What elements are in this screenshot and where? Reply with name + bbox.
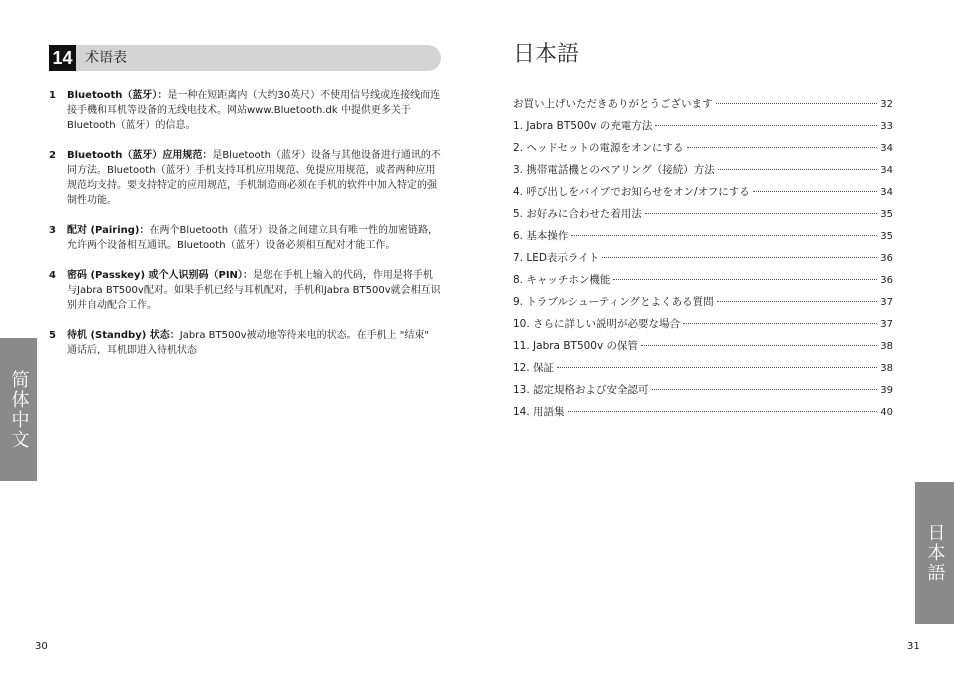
glossary-definition: 是一种在短距离内（大约30英尺）不使用信号线或连接线而连接手機和耳机等设备的无线电技术。网站www.Bluetooth.dk 中提供更多关于Bluetooth（蓝牙）的信息。 (67, 90, 441, 131)
toc-leader-dots (557, 367, 877, 368)
toc-leader-dots (655, 125, 877, 126)
toc-entry-page: 32 (880, 99, 893, 110)
toc-entry (513, 184, 893, 206)
toc-entry (513, 316, 893, 338)
toc-leader-dots (717, 301, 878, 302)
glossary-definition: 在两个Bluetooth（蓝牙）设备之间建立具有唯一性的加密链路，允许两个设备相互通讯。Bluetooth（蓝牙）设备必须相互配对才能工作。 (67, 225, 439, 251)
language-tab-japanese (915, 482, 954, 624)
glossary-item (49, 223, 441, 253)
toc-entry-page: 37 (880, 319, 893, 330)
toc-entry-page: 40 (880, 407, 893, 418)
toc-leader-dots (683, 323, 877, 324)
toc-entry (513, 360, 893, 382)
page-title: 日本語 (513, 42, 580, 67)
toc-entry (513, 294, 893, 316)
toc-leader-dots (613, 279, 877, 280)
right-page (477, 0, 954, 687)
toc-entry (513, 382, 893, 404)
toc-entry-label: 14. 用語集 (513, 406, 565, 418)
section-title: 术语表 (85, 50, 127, 66)
toc-entry-label: 11. Jabra BT500v の保管 (513, 340, 639, 352)
toc-entry (513, 250, 893, 272)
toc-entry-label: 6. 基本操作 (513, 230, 569, 242)
glossary-item (49, 88, 441, 133)
toc-leader-dots (652, 389, 878, 390)
glossary-term: Bluetooth（蓝牙）： (67, 90, 168, 101)
section-header (49, 45, 441, 71)
glossary-term: 配对 (Pairing)： (67, 225, 150, 236)
glossary-item-number: 1 (49, 90, 56, 101)
toc-entry-page: 38 (880, 363, 893, 374)
toc-entry-label: 3. 携帯電話機とのペアリング（接続）方法 (513, 164, 715, 176)
glossary-item-number: 3 (49, 225, 56, 236)
glossary-definition: 是您在手机上输入的代码，作用是将手机与Jabra BT500v配对。如果手机已经与耳机配对，手机和Jabra BT500v就会相互识别并自动配合工作。 (67, 270, 441, 311)
glossary-definition: 是Bluetooth（蓝牙）设备与其他设备进行通讯的不同方法。Bluetooth（蓝牙）手机支持耳机应用规范、免提应用规范，或者两种应用规范均支持。要支持特定的应用规范，手机制造商必须在手机的软件中加入特定的强制性功能。 (67, 150, 441, 206)
table-of-contents (513, 96, 893, 426)
toc-entry-label: お買い上げいただきありがとうございます (513, 98, 713, 110)
glossary-definition: Jabra BT500v被动地等待来电的状态。在手机上 "结束" 通话后，耳机即进入待机状态 (67, 330, 429, 356)
glossary-item-number: 5 (49, 330, 56, 341)
toc-leader-dots (602, 257, 877, 258)
toc-entry-page: 36 (880, 253, 893, 264)
toc-entry-label: 9. トラブルシューティングとよくある質問 (513, 296, 714, 308)
glossary-term: 待机 (Standby) 状态： (67, 330, 180, 341)
page-number: 31 (907, 641, 920, 652)
language-tab-label: 日本語 (924, 523, 946, 583)
toc-entry-label: 13. 認定規格および安全認可 (513, 384, 649, 396)
toc-entry-label: 7. LED表示ライト (513, 252, 600, 264)
language-tab-chinese (0, 338, 37, 481)
toc-entry-page: 38 (880, 341, 893, 352)
toc-leader-dots (571, 235, 877, 236)
toc-entry-label: 2. ヘッドセットの電源をオンにする (513, 142, 684, 154)
toc-entry (513, 118, 893, 140)
toc-entry-label: 12. 保証 (513, 362, 555, 374)
toc-leader-dots (687, 147, 878, 148)
toc-entry (513, 206, 893, 228)
toc-leader-dots (716, 103, 878, 104)
toc-leader-dots (718, 169, 878, 170)
toc-entry-page: 33 (880, 121, 893, 132)
toc-entry-label: 1. Jabra BT500v の充電方法 (513, 120, 653, 132)
section-number: 14 (49, 45, 76, 71)
glossary-item (49, 148, 441, 208)
glossary-item-number: 4 (49, 270, 56, 281)
glossary-term: 密码 (Passkey) 或个人识别码（PIN）： (67, 270, 253, 281)
page-number: 30 (35, 641, 48, 652)
toc-entry-page: 35 (880, 209, 893, 220)
toc-entry-page: 35 (880, 231, 893, 242)
glossary-list (49, 88, 441, 373)
glossary-item-number: 2 (49, 150, 56, 161)
toc-leader-dots (641, 345, 877, 346)
toc-entry-label: 8. キャッチホン機能 (513, 274, 611, 286)
toc-entry-label: 4. 呼び出しをバイブでお知らせをオン/オフにする (513, 186, 750, 198)
glossary-term: Bluetooth（蓝牙）应用规范： (67, 150, 213, 161)
toc-entry (513, 162, 893, 184)
toc-entry (513, 272, 893, 294)
toc-entry (513, 228, 893, 250)
glossary-item (49, 268, 441, 313)
toc-entry-page: 39 (880, 385, 893, 396)
glossary-item (49, 328, 441, 358)
toc-entry (513, 140, 893, 162)
toc-entry-page: 36 (880, 275, 893, 286)
language-tab-label: 简体中文 (8, 369, 30, 450)
toc-entry (513, 404, 893, 426)
toc-entry-page: 34 (880, 143, 893, 154)
toc-leader-dots (753, 191, 878, 192)
toc-leader-dots (568, 411, 878, 412)
toc-leader-dots (645, 213, 877, 214)
toc-entry-page: 37 (880, 297, 893, 308)
toc-entry-label: 5. お好みに合わせた着用法 (513, 208, 642, 220)
toc-entry-page: 34 (880, 165, 893, 176)
toc-entry (513, 96, 893, 118)
toc-entry-page: 34 (880, 187, 893, 198)
toc-entry (513, 338, 893, 360)
toc-entry-label: 10. さらに詳しい説明が必要な場合 (513, 318, 681, 330)
